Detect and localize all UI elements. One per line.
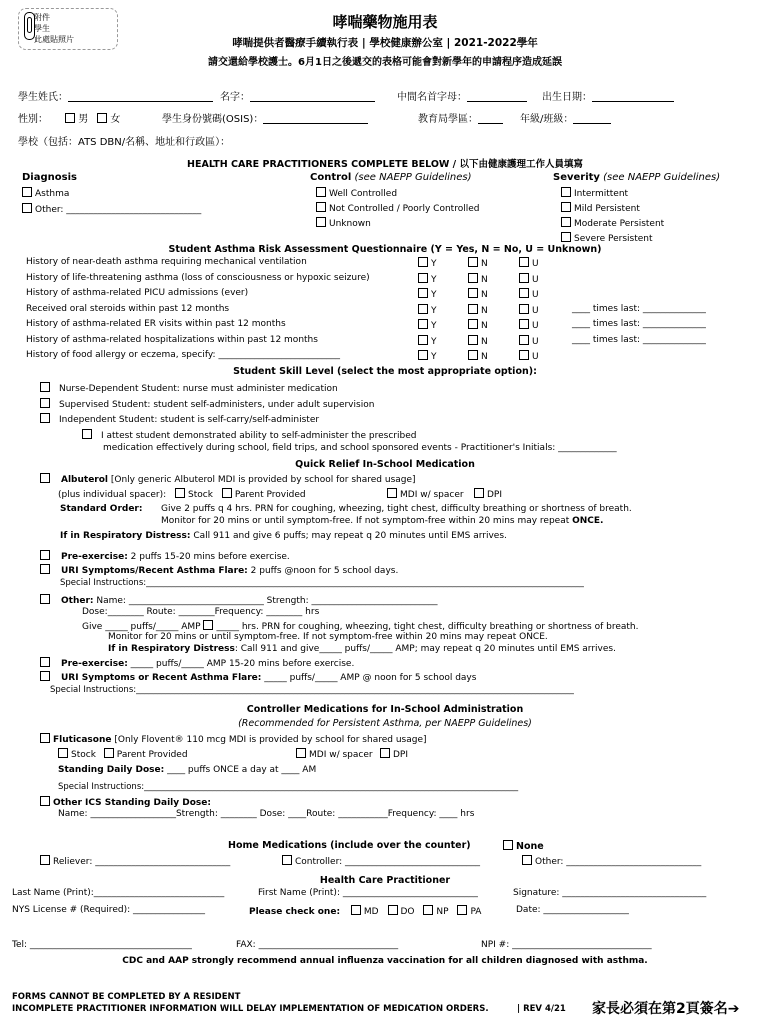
special-instructions-1[interactable]: Special Instructions:_______________________________________________________________________________________________________ <box>60 578 584 588</box>
risk-u-checkbox[interactable]: U <box>519 288 539 300</box>
credential-do[interactable]: DO <box>388 907 415 917</box>
practitioner-signature[interactable]: Signature: ________________________________ <box>513 888 707 898</box>
practitioner-title: Health Care Practitioner <box>319 875 451 886</box>
risk-n-checkbox[interactable]: N <box>468 319 488 331</box>
albuterol-parent[interactable]: Parent Provided <box>222 490 306 500</box>
practitioner-last-name[interactable]: Last Name (Print):_____________________________ <box>12 888 225 898</box>
nys-license[interactable]: NYS License # (Required): ________________ <box>12 905 205 915</box>
times-last-field[interactable]: ____ times last: ______________ <box>572 319 706 329</box>
credential-np[interactable]: NP <box>423 907 448 917</box>
risk-n-checkbox[interactable]: N <box>468 273 488 285</box>
risk-y-checkbox[interactable]: Y <box>418 335 437 347</box>
return-notice: 請交還給學校護士。6月1日之後遞交的表格可能會對新學年的申請程序造成延誤 <box>208 57 562 68</box>
credential-check: Please check one: MD DO NP PA <box>249 907 482 917</box>
skill-independent[interactable]: Independent Student: student is self-carry/self-administer <box>40 413 319 425</box>
risk-n-checkbox[interactable]: N <box>468 257 488 269</box>
control-unknown[interactable]: Unknown <box>316 217 371 229</box>
sex-field: 性別： 男 女 <box>18 114 121 125</box>
other-distress: If in Respiratory Distress: Call 911 and give_____ puffs/_____ AMP; may repeat q 20 minutes until EMS arrives. <box>108 644 616 654</box>
risk-y-checkbox[interactable]: Y <box>418 273 437 285</box>
controller-special[interactable]: Special Instructions:________________________________________________________________________________________ <box>58 782 519 792</box>
diagnosis-asthma[interactable]: Asthma <box>22 187 69 199</box>
photo-label: 附件 學生 此處貼照片 <box>34 13 74 44</box>
other-ics-fields[interactable]: Name: ___________________Strength: ________ Dose: ____Route: ___________Frequency: ____ hrs <box>58 809 475 819</box>
severity-moderate[interactable]: Moderate Persistent <box>561 217 664 229</box>
albuterol-option[interactable]: Albuterol [Only generic Albuterol MDI is provided by school for shared usage] <box>40 473 416 485</box>
practitioner-fax[interactable]: FAX: _______________________________ <box>236 940 399 950</box>
other-dose-route[interactable]: Dose:________ Route: ________Frequency: ________ hrs <box>82 607 320 617</box>
standard-order-label: Standard Order: <box>60 504 143 514</box>
home-reliever[interactable]: Reliever: ______________________________ <box>40 855 230 867</box>
risk-u-checkbox[interactable]: U <box>519 304 539 316</box>
risk-y-checkbox[interactable]: Y <box>418 288 437 300</box>
uri-option[interactable]: URI Symptoms/Recent Asthma Flare: 2 puffs @noon for 5 school days. <box>40 564 398 576</box>
control-well[interactable]: Well Controlled <box>316 187 397 199</box>
other-monitor: Monitor for 20 mins or until symptom-free. If not symptom-free within 20 mins may repeat ONCE. <box>108 632 548 642</box>
risk-n-checkbox[interactable]: N <box>468 288 488 300</box>
risk-y-checkbox[interactable]: Y <box>418 319 437 331</box>
home-other[interactable]: Other: ______________________________ <box>522 855 701 867</box>
other-give[interactable]: Give _____ puffs/_____ AMP _____ hrs. PRN for coughing, wheezing, tight chest, difficulty breathing or shortness of breath. <box>82 622 639 632</box>
times-last-field[interactable]: ____ times last: ______________ <box>572 335 706 345</box>
female-checkbox[interactable]: 女 <box>97 114 120 125</box>
controller-subtitle: (Recommended for Persistent Asthma, per NAEPP Guidelines) <box>238 718 532 729</box>
pre-exercise-2-option[interactable]: Pre-exercise: _____ puffs/_____ AMP 15-20 mins before exercise. <box>40 657 354 669</box>
male-checkbox[interactable]: 男 <box>65 114 88 125</box>
severity-intermittent[interactable]: Intermittent <box>561 187 628 199</box>
diagnosis-title: Diagnosis <box>22 172 77 183</box>
credential-md[interactable]: MD <box>351 907 379 917</box>
practitioner-tel[interactable]: Tel: ____________________________________ <box>12 940 192 950</box>
pre-exercise-option[interactable]: Pre-exercise: 2 puffs 15-20 mins before exercise. <box>40 550 290 562</box>
risk-question: Received oral steroids within past 12 months <box>26 304 230 314</box>
credential-pa[interactable]: PA <box>457 907 481 917</box>
risk-u-checkbox[interactable]: U <box>519 273 539 285</box>
severity-mild[interactable]: Mild Persistent <box>561 202 640 214</box>
school-field[interactable]: 學校（包括：ATS DBN/名稱、地址和行政區）： <box>18 137 231 148</box>
fluticasone-mdi[interactable]: MDI w/ spacer <box>296 748 373 760</box>
risk-question: History of near-death asthma requiring mechanical ventilation <box>26 257 307 267</box>
skill-supervised[interactable]: Supervised Student: student self-administers, under adult supervision <box>40 398 374 410</box>
standard-order-text-2: Monitor for 20 mins or until symptom-free. If not symptom-free within 20 mins may repeat ONCE. <box>161 516 604 526</box>
albuterol-spacer: (plus individual spacer): Stock Parent Provided <box>58 490 306 500</box>
skill-title: Student Skill Level (select the most appropriate option): <box>233 366 537 377</box>
fluticasone-option[interactable]: Fluticasone [Only Flovent® 110 mcg MDI is provided by school for shared usage] <box>40 733 427 745</box>
home-controller[interactable]: Controller: ______________________________ <box>282 855 480 867</box>
hcp-banner: HEALTH CARE PRACTITIONERS COMPLETE BELOW / 以下由健康護理工作人員填寫 <box>187 159 583 170</box>
form-subtitle: 哮喘提供者醫療手續執行表 | 學校健康辦公室 | 2021-2022學年 <box>232 37 538 49</box>
practitioner-npi[interactable]: NPI #: _______________________________ <box>481 940 652 950</box>
diagnosis-other[interactable]: Other: ______________________________ <box>22 203 201 215</box>
footer-incomplete-note: INCOMPLETE PRACTITIONER INFORMATION WILL DELAY IMPLEMENTATION OF MEDICATION ORDERS. <box>12 1004 489 1014</box>
risk-question: History of asthma-related hospitalizations within past 12 months <box>26 335 318 345</box>
other-ics-option[interactable]: Other ICS Standing Daily Dose: <box>40 796 211 808</box>
risk-u-checkbox[interactable]: U <box>519 257 539 269</box>
risk-question: History of asthma-related PICU admissions (ever) <box>26 288 249 298</box>
times-last-field[interactable]: ____ times last: ______________ <box>572 304 706 314</box>
control-title: Control (see NAEPP Guidelines) <box>310 172 472 183</box>
severity-title: Severity (see NAEPP Guidelines) <box>553 172 721 183</box>
risk-n-checkbox[interactable]: N <box>468 350 488 362</box>
grade-field[interactable]: 年級/班級： <box>520 110 611 125</box>
albuterol-mdi[interactable]: MDI w/ spacer <box>387 488 464 500</box>
risk-y-checkbox[interactable]: Y <box>418 304 437 316</box>
attest-initials[interactable]: medication effectively during school, field trips, and school sponsored events - Practitioner's Initials: _____________ <box>103 443 617 453</box>
parent-sign-note: 家長必須在第2頁簽名➔ <box>592 1001 740 1017</box>
fluticasone-stock[interactable]: Stock <box>58 750 96 760</box>
student-middle-initial[interactable]: 中間名首字母： <box>397 88 527 103</box>
student-last-name[interactable]: 學生姓氏： <box>18 88 213 103</box>
albuterol-stock[interactable]: Stock <box>175 490 213 500</box>
standard-order-text-1: Give 2 puffs q 4 hrs. PRN for coughing, wheezing, tight chest, difficulty breathing or shortness of breath. <box>161 504 632 514</box>
fluticasone-dpi[interactable]: DPI <box>380 748 408 760</box>
footer-resident-note: FORMS CANNOT BE COMPLETED BY A RESIDENT <box>12 992 241 1002</box>
district-field[interactable]: 教育局學區： <box>418 110 503 125</box>
special-instructions-2[interactable]: Special Instructions:_______________________________________________________________________________________________________ <box>50 685 574 695</box>
risk-question: History of life-threatening asthma (loss of consciousness or hypoxic seizure) <box>26 273 370 283</box>
risk-question: History of asthma-related ER visits within past 12 months <box>26 319 286 329</box>
risk-u-checkbox[interactable]: U <box>519 319 539 331</box>
risk-title: Student Asthma Risk Assessment Questionnaire (Y = Yes, N = No, U = Unknown) <box>168 244 602 255</box>
fluticasone-source <box>58 748 188 760</box>
standing-daily-dose[interactable]: Standing Daily Dose: ____ puffs ONCE a day at ____ AM <box>58 765 317 775</box>
risk-u-checkbox[interactable]: U <box>519 350 539 362</box>
control-poorly[interactable]: Not Controlled / Poorly Controlled <box>316 202 479 214</box>
revision-label: | REV 4/21 <box>517 1004 566 1014</box>
risk-question: History of food allergy or eczema, specify: ___________________________ <box>26 350 340 360</box>
fluticasone-parent[interactable]: Parent Provided <box>104 750 188 760</box>
controller-title: Controller Medications for In-School Administration <box>246 704 524 715</box>
quick-relief-title: Quick Relief In-School Medication <box>295 459 475 470</box>
uri-2-option[interactable]: URI Symptoms or Recent Asthma Flare: _____ puffs/_____ AMP @ noon for 5 school days <box>40 671 476 683</box>
distress-text: If in Respiratory Distress: Call 911 and give 6 puffs; may repeat q 20 minutes until EMS arrives. <box>60 531 507 541</box>
risk-u-checkbox[interactable]: U <box>519 335 539 347</box>
risk-n-checkbox[interactable]: N <box>468 304 488 316</box>
osis-field[interactable]: 學生身份號碼(OSIS)： <box>162 110 368 125</box>
flu-vaccine-note: CDC and AAP strongly recommend annual influenza vaccination for all children diagnosed with asthma. <box>122 956 648 966</box>
home-meds-title: Home Medications (include over the counter) <box>228 840 471 851</box>
form-title: 哮喘藥物施用表 <box>332 13 438 31</box>
risk-n-checkbox[interactable]: N <box>468 335 488 347</box>
home-none[interactable]: None <box>503 840 544 852</box>
skill-nurse-dependent[interactable]: Nurse-Dependent Student: nurse must administer medication <box>40 382 338 394</box>
severity-severe[interactable]: Severe Persistent <box>561 232 653 244</box>
attest-checkbox[interactable]: I attest student demonstrated ability to self-administer the prescribed <box>82 429 416 441</box>
risk-y-checkbox[interactable]: Y <box>418 257 437 269</box>
other-med-option[interactable]: Other: Name: ______________________________ Strength: ____________________________ <box>40 594 438 606</box>
practitioner-first-name[interactable]: First Name (Print): ______________________________ <box>258 888 478 898</box>
albuterol-dpi[interactable]: DPI <box>474 488 502 500</box>
risk-y-checkbox[interactable]: Y <box>418 350 437 362</box>
practitioner-date[interactable]: Date: ___________________ <box>516 905 629 915</box>
student-dob[interactable]: 出生日期： <box>542 88 674 103</box>
student-first-name[interactable]: 名字： <box>220 88 375 103</box>
